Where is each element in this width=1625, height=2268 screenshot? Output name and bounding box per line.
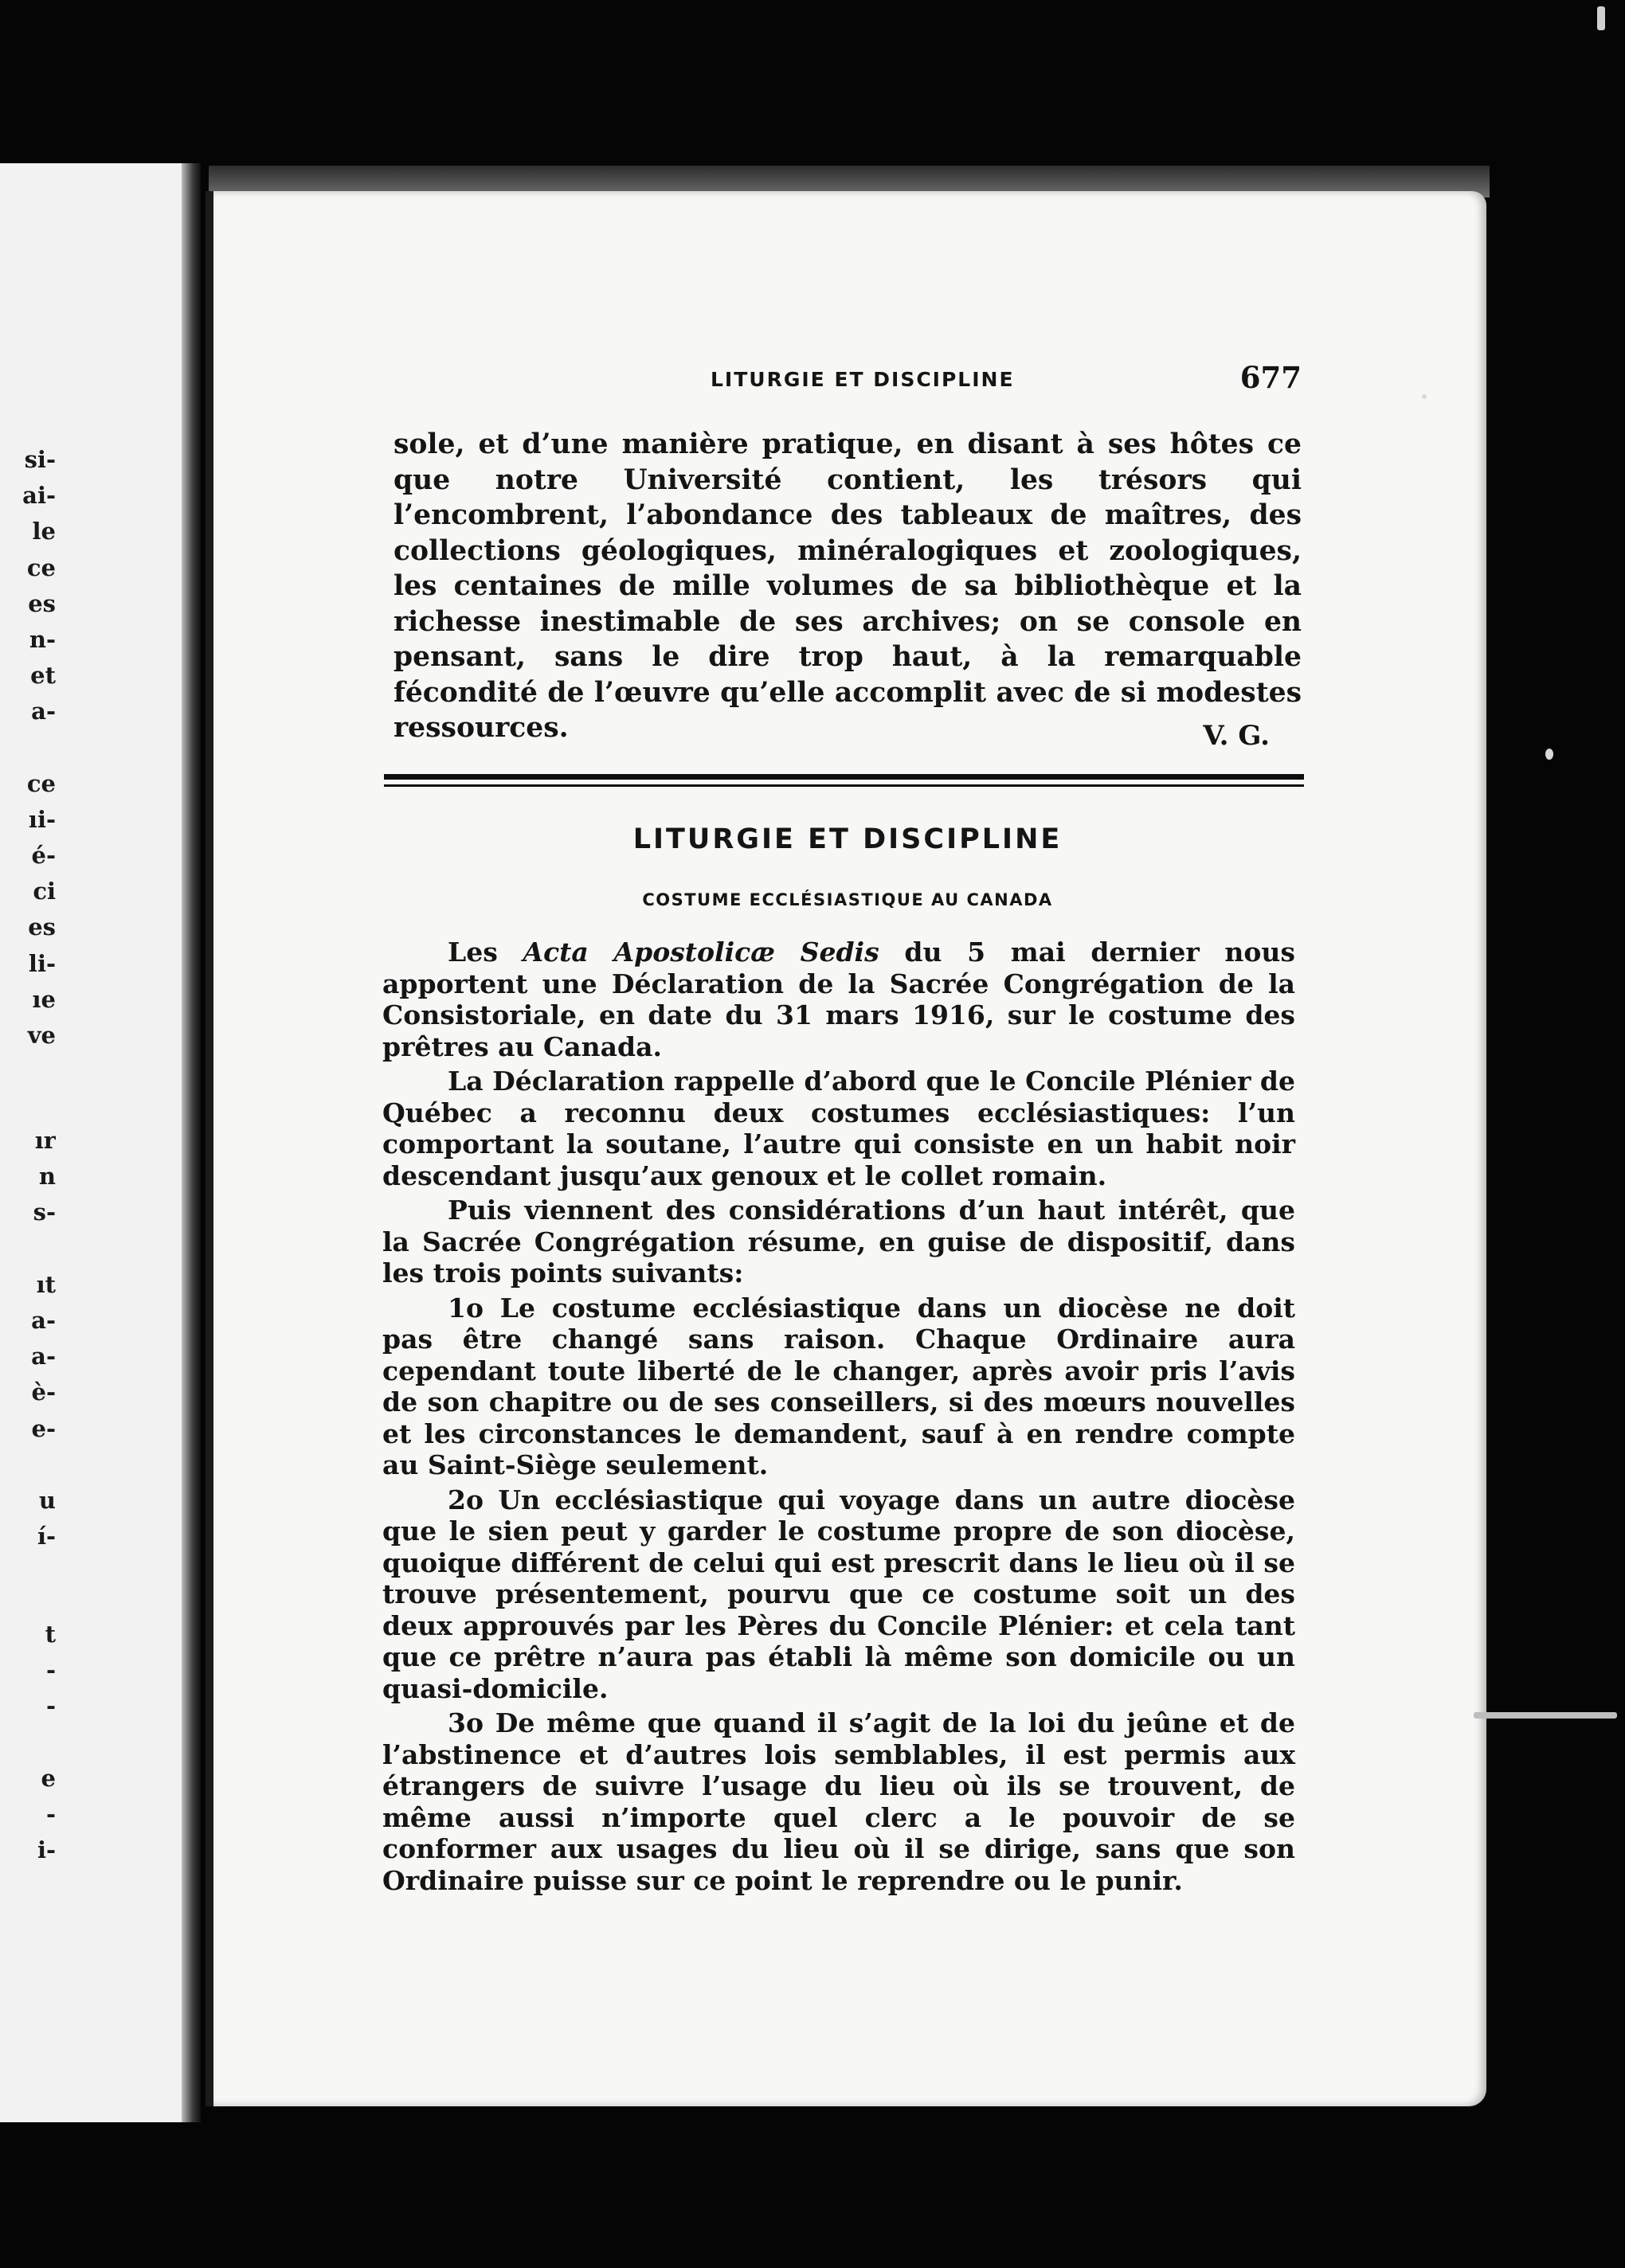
left-page-fragment: es [28,589,56,617]
left-page-text-fragments [0,1123,56,1554]
left-page-fragment: es [28,913,56,941]
italic-title: Acta Apostolicæ Sedis [523,937,879,968]
left-page-text-fragments [0,442,56,1054]
scan-speck [1422,394,1427,399]
paragraph: 2o Un ecclésiastique qui voyage dans un autre diocèse que le sien peut y garder le costume propre de son diocèse, quoique différent de celui qui est prescrit dans le lieu où il se trouve présentement, pourvu que ce costume soit un des deux approuvés par les Pères du Concile Plénier: et cela tant que ce prêtre n’aura pas établi là même son domicile ou un quasi-domicile. [382,1484,1295,1704]
left-page-fragment [0,1725,56,1761]
left-page-fragment: é- [31,842,56,870]
left-page-fragment [0,1447,56,1483]
text-run: Les [448,937,523,968]
left-page-fragment: le [32,518,56,545]
left-page-fragment: n [38,1163,56,1191]
left-page-fragment: í- [37,1523,56,1550]
left-page-fragment [0,730,56,766]
left-page-fragment: ve [27,1022,56,1049]
left-page-fragment: ır [34,1127,56,1154]
left-page-fragment: n- [29,625,56,653]
left-page-fragment: e [41,1764,56,1792]
left-page-fragment: u [38,1486,56,1514]
page-number: 677 [1239,360,1302,395]
paragraph: 1o Le costume ecclésiastique dans un diocèse ne doit pas être changé sans raison. Chaque Ordinaire aura cependant toute liberté de le changer, après avoir pris l’avis de son chapitre ou de ses conseillers, si des mœurs nouvelles et les circonstances le demandent, sauf à en rendre compte au Saint-Siège seulement. [382,1292,1295,1480]
scan-artifact [1474,1712,1617,1719]
left-page-fragment: ai- [22,482,56,510]
running-head [394,360,1302,405]
paragraph: 3o De même que quand il s’agit de la loi du jeûne et de l’abstinence et d’autres lois semblables, il est permis aux étrangers de suivre l’usage du lieu où ils se trouvent, de même aussi n’importe quel clerc a le pouvoir de se conformer aux usages du lieu où il se dirige, sans que son Ordinaire puisse sur ce point le reprendre ou le punir. [382,1707,1295,1896]
paragraph: sole, et d’une manière pratique, en disant à ses hôtes ce que notre Université contient, les trésors qui l’encombrent, l’abondance des tableaux de maîtres, des collections géologiques, minéralogiques et zoologiques, les centaines de mille volumes de sa bibliothèque et la richesse inestimable de ses archives; on se console en pensant, sans le dire trop haut, à la remarquable fécondité de l’œuvre qu’elle accomplit avec de si modestes ressources. [394,428,1302,744]
section-divider-thin [384,784,1304,787]
scan-speck [1545,749,1553,760]
paragraph: Puis viennent des considérations d’un haut intérêt, que la Sacrée Congrégation résume, en guise de dispositif, dans les trois points suivants: [382,1195,1295,1288]
left-page-fragment: ıe [32,985,56,1013]
left-page-fragment: s- [33,1199,56,1226]
left-page-fragment: ıi- [28,805,56,833]
left-page-fragment: a- [31,1343,56,1371]
left-page-fragment: a- [31,1306,56,1334]
left-page-fragment: - [45,1656,56,1684]
paragraph [382,937,1295,1062]
section-subtitle: COSTUME ECCLÉSIASTIQUE AU CANADA [642,890,1053,909]
scan-artifact [1597,6,1605,30]
section-title: LITURGIE ET DISCIPLINE [632,823,1063,855]
left-page-fragment: - [45,1692,56,1720]
left-page-fragment: li- [28,949,56,977]
running-head-title: LITURGIE ET DISCIPLINE [711,368,1015,391]
left-page-fragment: i- [37,1836,56,1864]
left-page-fragment: è- [31,1378,56,1406]
text-run: du 5 mai dernier nous apportent une Déclaration de la Sacrée Congrégation de la Consistoriale, en date du 31 mars 1916, sur le costume des prêtres au Canada. [382,937,1295,1062]
left-page-fragment [0,1231,56,1267]
section-divider-thick [384,774,1304,780]
book-gutter [182,163,201,2122]
left-page-fragment: si- [24,446,56,473]
left-page-fragment: ce [26,769,56,797]
left-page-text-fragments [0,1617,56,1868]
left-page-fragment: a- [31,698,56,725]
author-signature: V. G. [1203,720,1270,752]
paragraph: La Déclaration rappelle d’abord que le Concile Plénier de Québec a reconnu deux costumes ecclésiastiques: l’un comportant la soutane, l’autre qui consiste en un habit noir descendant jusqu’aux genoux et le collet romain. [382,1066,1295,1191]
article-body [382,937,1295,1899]
left-page-fragment: et [30,662,56,690]
left-page-fragment: - [45,1800,56,1828]
continued-paragraph [394,427,1302,746]
left-page-fragment: ıt [36,1270,56,1298]
left-page-fragment: t [45,1621,56,1648]
left-page-fragment: ci [33,878,56,905]
left-page-fragment: e- [31,1414,56,1442]
left-page-fragment: ce [26,553,56,581]
